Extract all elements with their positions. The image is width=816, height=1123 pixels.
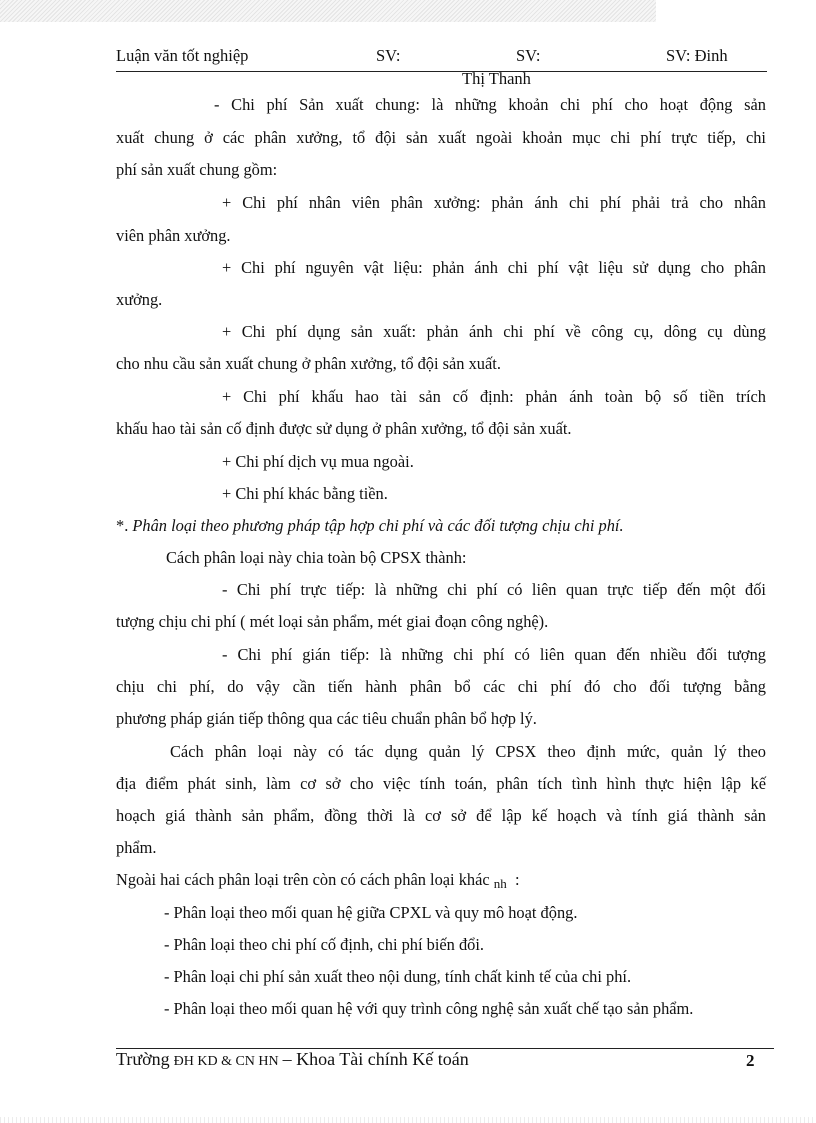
paragraph-line: khấu hao tài sản cố định được sử dụng ở phân xưởng, tổ đội sản xuất. <box>116 419 572 438</box>
paragraph-line: Cách phân loại này chia toàn bộ CPSX thành: <box>166 548 467 567</box>
header-student-3: SV: Đinh <box>666 46 728 65</box>
paragraph-line: viên phân xưởng. <box>116 226 231 245</box>
paragraph-line: chịu chi phí, do vậy cần tiến hành phân bổ các chi phí đó cho đối tượng bằng <box>116 677 766 696</box>
paragraph-line: địa điểm phát sinh, làm cơ sở cho việc tính toán, phân tích tình hình thực hiện lập kế <box>116 774 766 793</box>
page-number: 2 <box>746 1051 755 1070</box>
paragraph-line: Cách phân loại này có tác dụng quản lý CPSX theo định mức, quản lý theo <box>170 742 766 761</box>
footer-school-abbrev: ĐH KD & CN HN <box>173 1054 279 1069</box>
section-heading <box>116 516 624 536</box>
paragraph-text: Ngoài hai cách phân loại trên còn có cách phân loại khác <box>116 870 490 889</box>
page-header <box>116 46 766 68</box>
paragraph-line: - Chi phí Sản xuất chung: là những khoản chi phí cho hoạt động sản <box>214 95 766 114</box>
page-footer <box>116 1049 766 1075</box>
header-student-1: SV: <box>376 46 401 65</box>
top-scan-strip <box>0 0 656 22</box>
paragraph-line: + Chi phí khấu hao tài sản cố định: phản ánh toàn bộ số tiền trích <box>222 387 766 406</box>
header-thesis-title: Luận văn tốt nghiệp <box>116 46 249 65</box>
list-item: + Chi phí dịch vụ mua ngoài. <box>222 452 414 471</box>
list-item: - Phân loại theo chi phí cố định, chi phí biến đổi. <box>164 935 485 954</box>
paragraph-line: cho nhu cầu sản xuất chung ở phân xưởng, tổ đội sản xuất. <box>116 354 501 373</box>
paragraph-line: tượng chịu chi phí ( mét loại sản phẩm, mét giai đoạn công nghệ). <box>116 612 549 631</box>
paragraph-line <box>116 870 520 894</box>
list-item: - Phân loại theo mối quan hệ với quy trình công nghệ sản xuất chế tạo sản phẩm. <box>164 999 694 1018</box>
header-student-name-continued: Thị Thanh <box>462 69 531 88</box>
paragraph-line: + Chi phí nhân viên phân xưởng: phản ánh chi phí phải trả cho nhân <box>222 193 766 212</box>
paragraph-line: xuất chung ở các phân xưởng, tổ đội sản xuất ngoài khoản mục chi phí trực tiếp, chi <box>116 128 766 147</box>
paragraph-line: + Chi phí dụng sản xuất: phản ánh chi phí về công cụ, dông cụ dùng <box>222 322 766 341</box>
paragraph-line: xưởng. <box>116 290 163 309</box>
paragraph-line: - Chi phí gián tiếp: là những chi phí có liên quan đến nhiều đối tượng <box>222 645 766 664</box>
footer-faculty: – Khoa Tài chính Kế toán <box>282 1049 469 1069</box>
paragraph-line: phương pháp gián tiếp thông qua các tiêu chuẩn phân bổ hợp lý. <box>116 709 537 728</box>
list-item: - Phân loại chi phí sản xuất theo nội dung, tính chất kinh tế của chi phí. <box>164 967 632 986</box>
inline-small-text: nh <box>493 876 507 891</box>
section-heading-marker: *. <box>116 516 133 535</box>
header-rule <box>116 71 767 72</box>
list-item: - Phân loại theo mối quan hệ giữa CPXL và quy mô hoạt động. <box>164 903 578 922</box>
list-item: + Chi phí khác bằng tiền. <box>222 484 388 503</box>
header-student-2: SV: <box>516 46 541 65</box>
paragraph-colon: : <box>514 870 520 889</box>
paragraph-line: phẩm. <box>116 838 157 857</box>
paragraph-line: phí sản xuất chung gồm: <box>116 160 278 179</box>
bottom-scan-strip <box>0 1117 816 1123</box>
paragraph-line: + Chi phí nguyên vật liệu: phản ánh chi phí vật liệu sử dụng cho phân <box>222 258 766 277</box>
footer-school-word: Trường <box>116 1049 170 1069</box>
section-heading-text: Phân loại theo phương pháp tập hợp chi phí và các đối tượng chịu chi phí. <box>132 516 624 535</box>
paragraph-line: hoạch giá thành sản phẩm, đồng thời là cơ sở để lập kế hoạch và tính giá thành sản <box>116 806 766 825</box>
paragraph-line: - Chi phí trực tiếp: là những chi phí có liên quan trực tiếp đến một đối <box>222 580 766 599</box>
